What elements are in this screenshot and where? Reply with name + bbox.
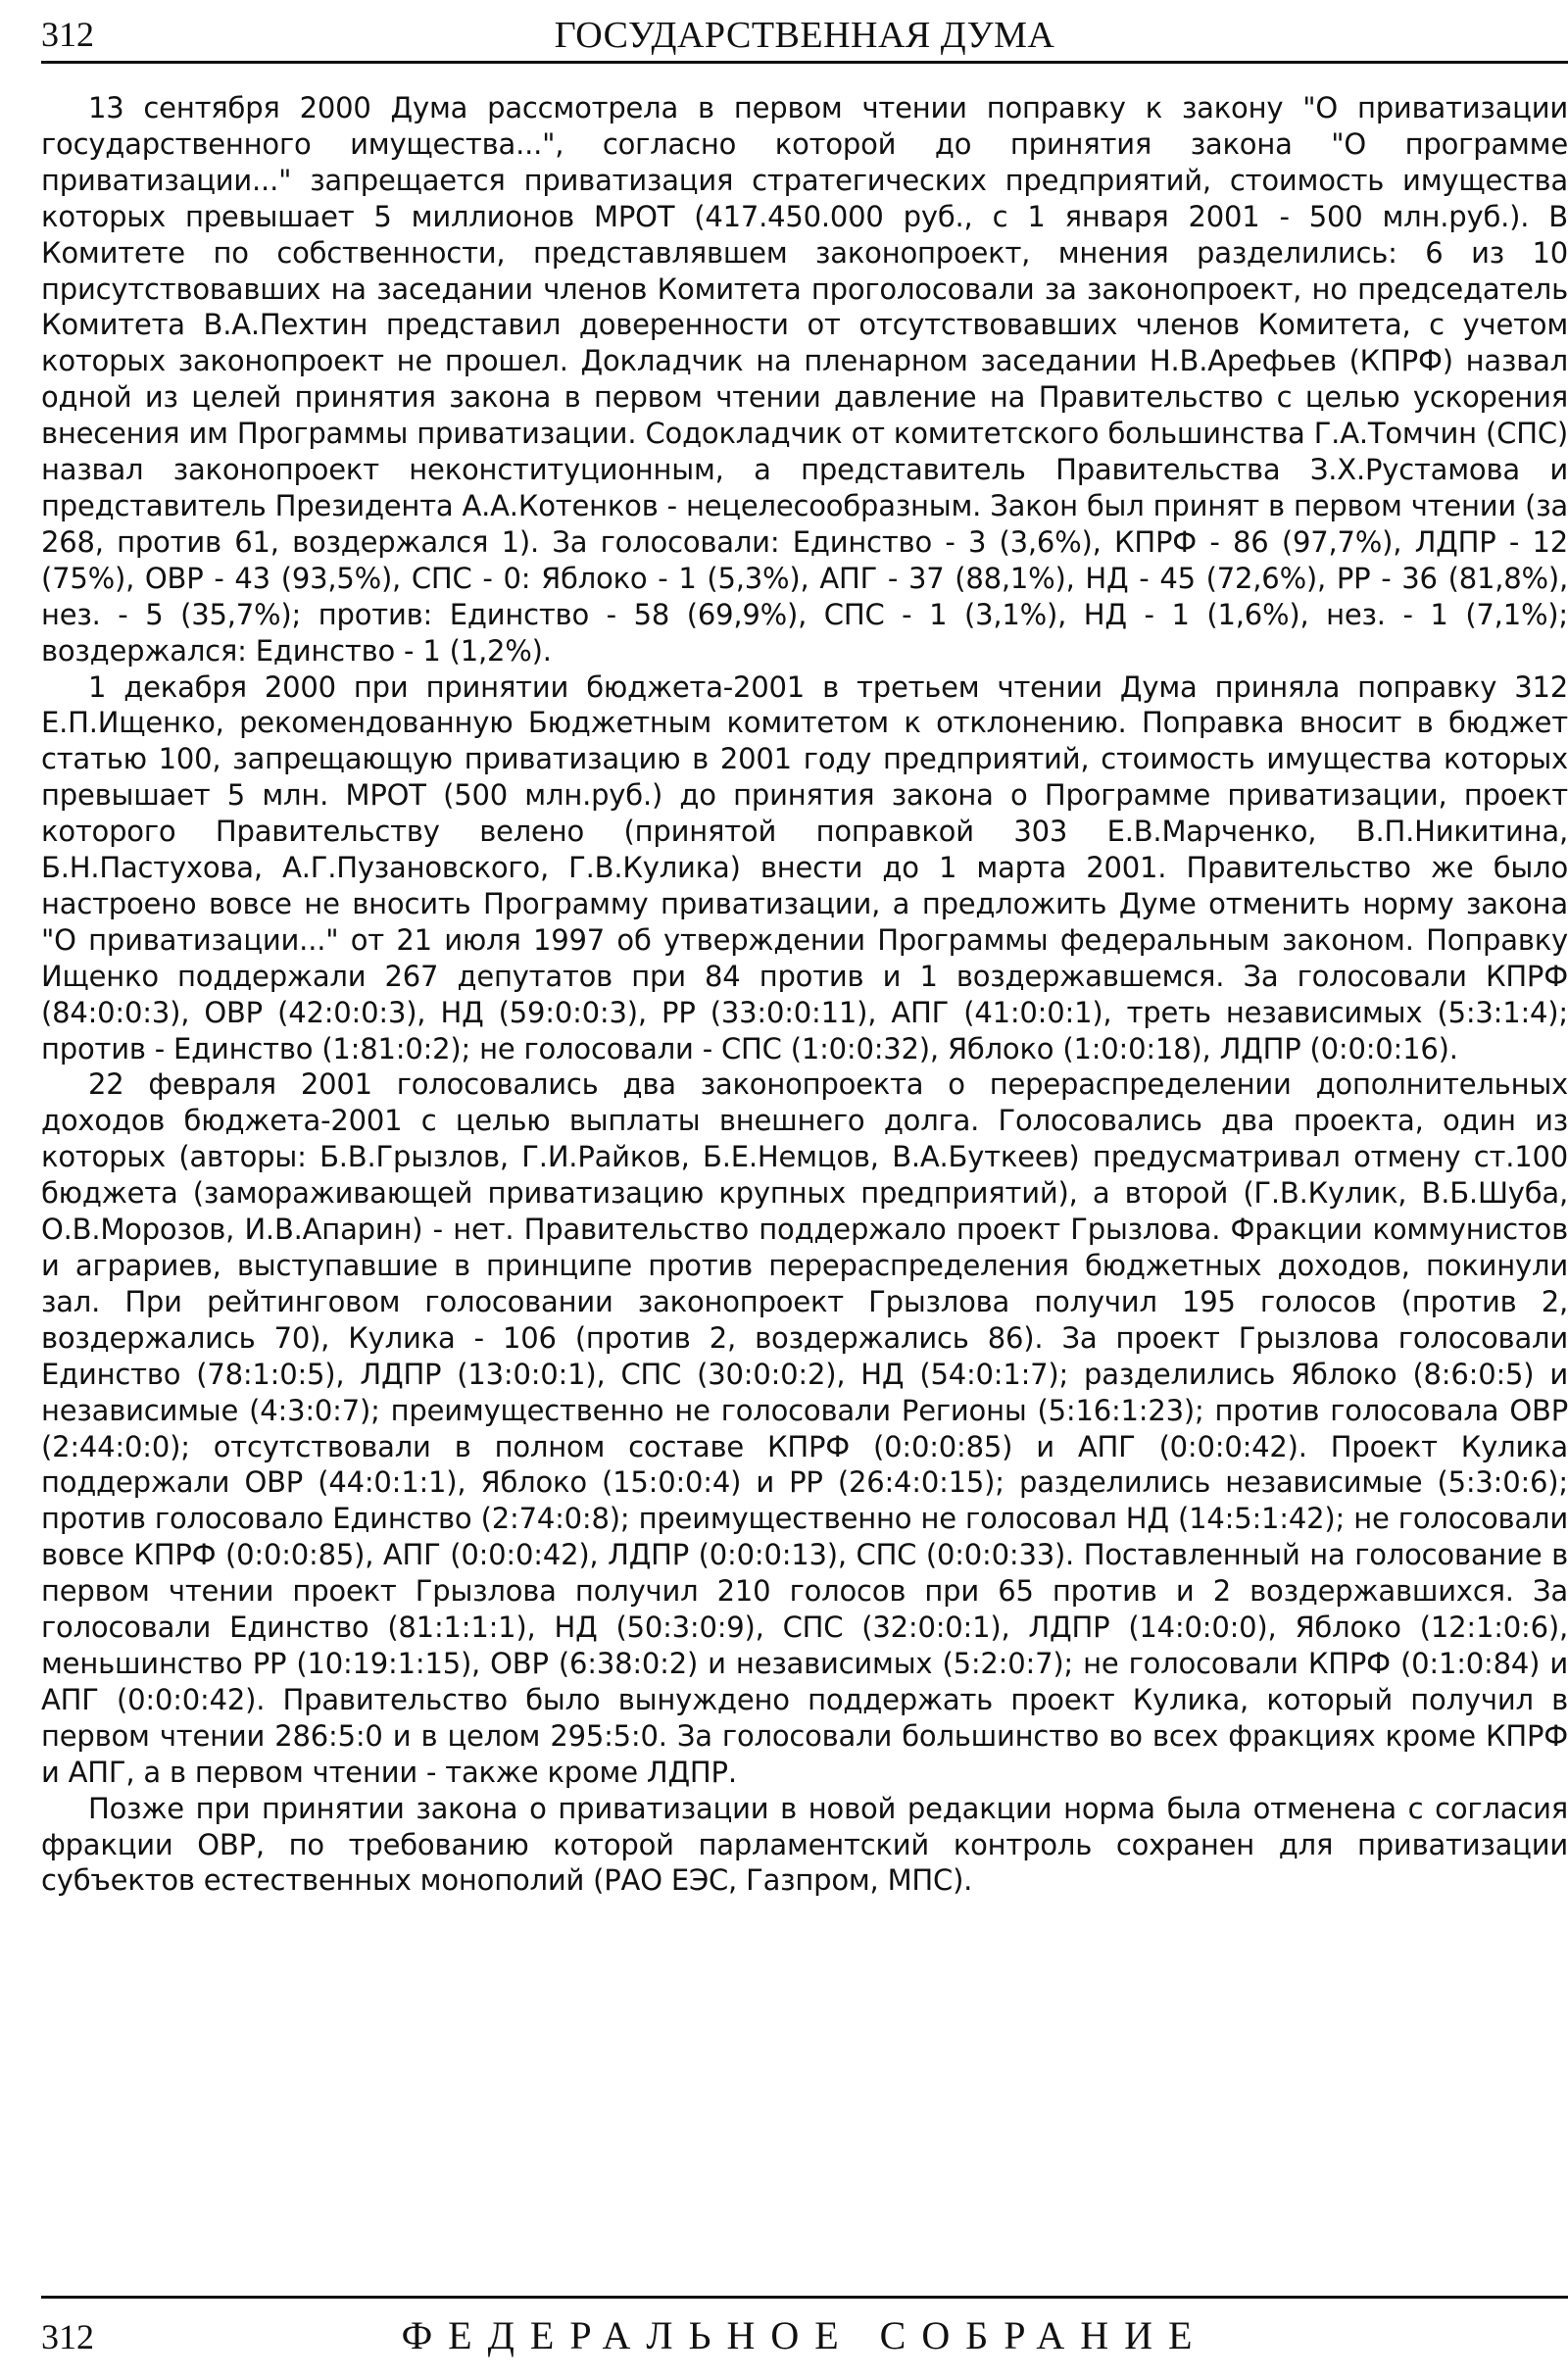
paragraph: 13 сентября 2000 Дума рассмотрела в первом чтении поправку к закону "О приватизации государственного имущества...", согласно которой до принятия закона "О программе приватизации..." запрещается приватизация стратегических предприятий, стоимость имущества которых превышает 5 миллионов МРОТ (417.450.000 руб., с 1 января 2001 - 500 млн.руб.). В Комитете по собственности, представлявшем законопроект, мнения разделились: 6 из 10 присутствовавших на заседании членов Комитета проголосовали за законопроект, но председатель Комитета В.А.Пехтин представил доверенности от отсутствовавших членов Комитета, с учетом которых законопроект не прошел. Докладчик на пленарном заседании Н.В.Арефьев (КПРФ) назвал одной из целей принятия закона в первом чтении давление на Правительство с целью ускорения внесения им Программы приватизации. Содокладчик от комитетского большинства Г.А.Томчин (СПС) назвал законопроект неконституционным, а представитель Правительства З.Х.Рустамова и представитель Президента А.А.Котенков - нецелесообразным. Закон был принят в первом чтении (за 268, против 61, воздержался 1). За голосовали: Единство - 3 (3,6%), КПРФ - 86 (97,7%), ЛДПР - 12 (75%), ОВР - 43 (93,5%), СПС - 0: Яблоко - 1 (5,3%), АПГ - 37 (88,1%), НД - 45 (72,6%), РР - 36 (81,8%), нез. - 5 (35,7%); против: Единство - 58 (69,9%), СПС - 1 (3,1%), НД - 1 (1,6%), нез. - 1 (7,1%); воздержался: Единство - 1 (1,2%).: [41, 91, 1568, 668]
footer-page-number: 312: [41, 2317, 94, 2356]
paragraph: 22 февраля 2001 голосовались два законопроекта о перераспределении дополнительных доходов бюджета-2001 с целью выплаты внешнего долга. Голосовались два проекта, один из которых (авторы: Б.В.Грызлов, Г.И.Райков, Б.Е.Немцов, В.А.Буткеев) предусматривал отмену ст.100 бюджета (замораживающей приватизацию крупных предприятий), а второй (Г.В.Кулик, В.Б.Шуба, О.В.Морозов, И.В.Апарин) - нет. Правительство поддержало проект Грызлова. Фракции коммунистов и аграриев, выступавшие в принципе против перераспределения бюджетных доходов, покинули зал. При рейтинговом голосовании законопроект Грызлова получил 195 голосов (против 2, воздержались 70), Кулика - 106 (против 2, воздержались 86). За проект Грызлова голосовали Единство (78:1:0:5), ЛДПР (13:0:0:1), СПС (30:0:0:2), НД (54:0:1:7); разделились Яблоко (8:6:0:5) и независимые (4:3:0:7); преимущественно не голосовали Регионы (5:16:1:23); против голосовала ОВР (2:44:0:0); отсутствовали в полном составе КПРФ (0:0:0:85) и АПГ (0:0:0:42). Проект Кулика поддержали ОВР (44:0:1:1), Яблоко (15:0:0:4) и РР (26:4:0:15); разделились независимые (5:3:0:6); против голосовало Единство (2:74:0:8); преимущественно не голосовал НД (14:5:1:42); не голосовали вовсе КПРФ (0:0:0:85), АПГ (0:0:0:42), ЛДПР (0:0:0:13), СПС (0:0:0:33). Поставленный на голосование в первом чтении проект Грызлова получил 210 голосов при 65 против и 2 воздержавшихся. За голосовали Единство (81:1:1:1), НД (50:3:0:9), СПС (32:0:0:1), ЛДПР (14:0:0:0), Яблоко (12:1:0:6), меньшинство РР (10:19:1:15), ОВР (6:38:0:2) и независимых (5:2:0:7); не голосовали КПРФ (0:1:0:84) и АПГ (0:0:0:42). Правительство было вынуждено поддержать проект Кулика, который получил в первом чтении 286:5:0 и в целом 295:5:0. За голосовали большинство во всех фракциях кроме КПРФ и АПГ, а в первом чтении - также кроме ЛДПР.: [41, 1067, 1568, 1789]
header-title: ГОСУДАРСТВЕННАЯ ДУМА: [554, 15, 1055, 56]
footer-title: ФЕДЕРАЛЬНОЕ СОБРАНИЕ: [401, 2313, 1208, 2357]
paragraph: Позже при принятии закона о приватизации в новой редакции норма была отменена с согласия фракции ОВР, по требованию которой парламентский контроль сохранен для приватизации субъектов естественных монополий (РАО ЕЭС, Газпром, МПС).: [41, 1791, 1568, 1898]
page-header: [41, 8, 1568, 64]
document-page: [41, 0, 1568, 2379]
paragraph: 1 декабря 2000 при принятии бюджета-2001 в третьем чтении Дума приняла поправку 312 Е.П.Ищенко, рекомендованную Бюджетным комитетом к отклонению. Поправка вносит в бюджет статью 100, запрещающую приватизацию в 2001 году предприятий, стоимость имущества которых превышает 5 млн. МРОТ (500 млн.руб.) до принятия закона о Программе приватизации, проект которого Правительству велено (принятой поправкой 303 Е.В.Марченко, В.П.Никитина, Б.Н.Пастухова, А.Г.Пузановского, Г.В.Кулика) внести до 1 марта 2001. Правительство же было настроено вовсе не вносить Программу приватизации, а предложить Думе отменить норму закона "О приватизации..." от 21 июля 1997 об утверждении Программы федеральным законом. Поправку Ищенко поддержали 267 депутатов при 84 против и 1 воздержавшемся. За голосовали КПРФ (84:0:0:3), ОВР (42:0:0:3), НД (59:0:0:3), РР (33:0:0:11), АПГ (41:0:0:1), треть независимых (5:3:1:4); против - Единство (1:81:0:2); не голосовали - СПС (1:0:0:32), Яблоко (1:0:0:18), ЛДПР (0:0:0:16).: [41, 669, 1568, 1066]
document-body: [41, 90, 1568, 1899]
page-footer: [41, 2296, 1568, 2377]
header-page-number: 312: [41, 15, 94, 54]
